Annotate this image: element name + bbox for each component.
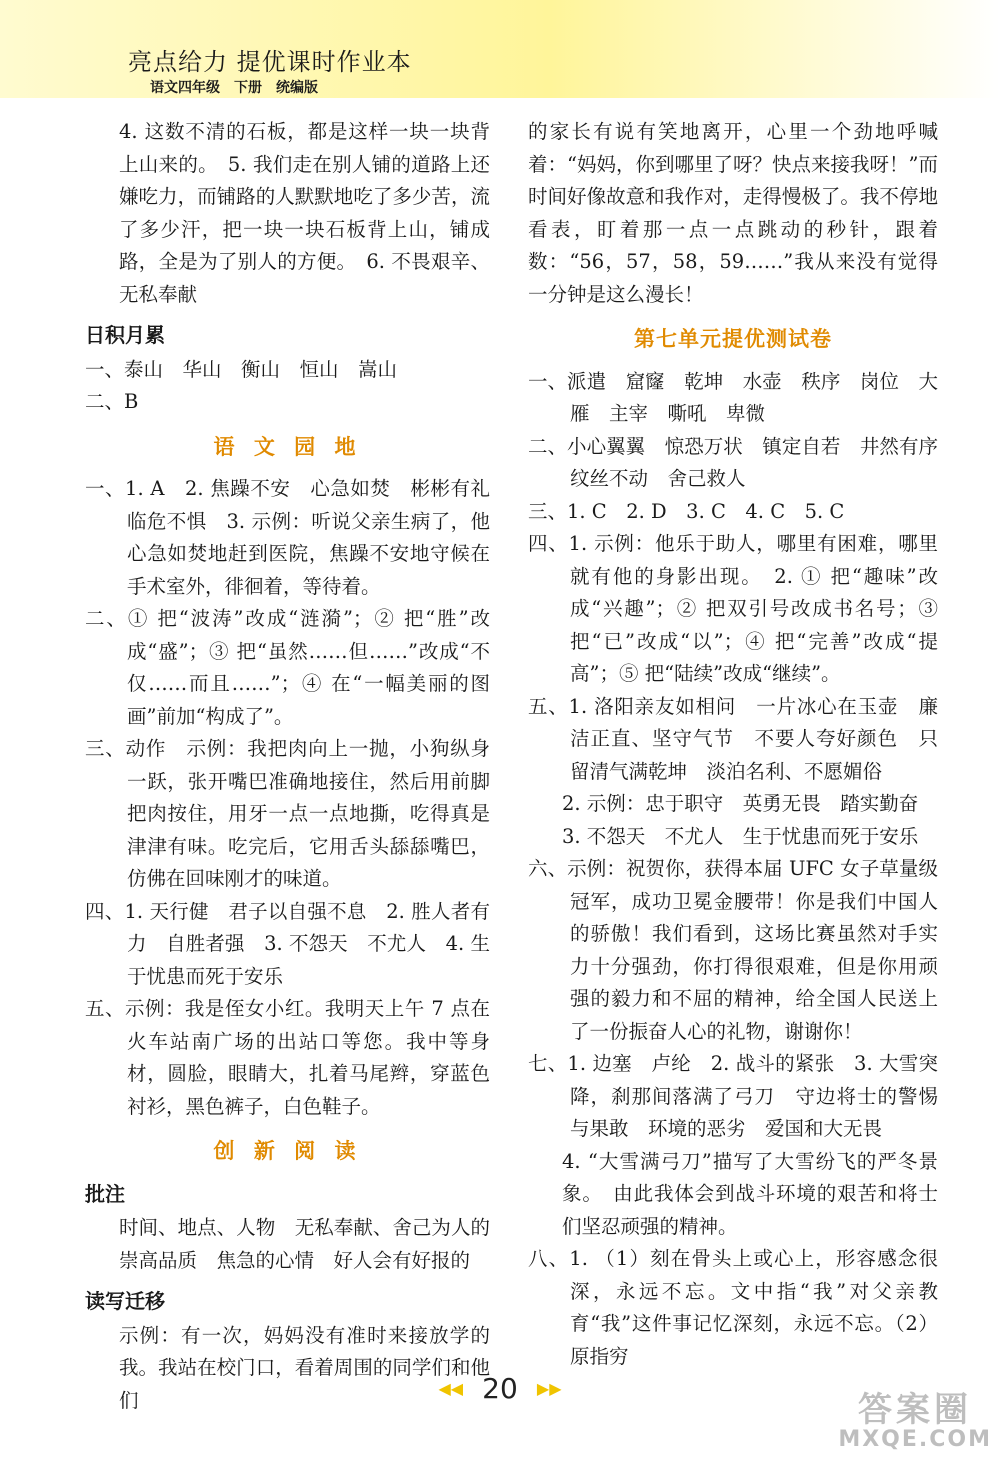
subheading-pizhu: 批注 [85, 1181, 125, 1206]
left-arrows-icon: ◀◀ [438, 1379, 464, 1398]
answer-item: 三、1. C 2. D 3. C 4. C 5. C [528, 499, 845, 523]
answer-item: 一、派遣 窟窿 乾坤 水壶 秩序 岗位 大雁 主宰 嘶吼 卑微 [528, 369, 938, 425]
page-number: 20 [482, 1372, 518, 1405]
answer-paragraph: 的家长有说有笑地离开，心里一个劲地呼喊着：“妈妈，你到哪里了呀？快点来接我呀！”而时间好像故意和我作对，走得慢极了。我不停地看表，盯着那一点一点跳动的秒针，跟着数：“56，57，58，59……”我从来没有觉得一分钟是这么漫长！ [528, 120, 938, 306]
answer-item: 三、动作 示例：我把肉向上一抛，小狗纵身一跃，张开嘴巴准确地接住，然后用前脚把肉按住，用牙一点一点地撕，吃得真是津津有味。吃完后，它用舌头舔舔嘴巴，仿佛在回味刚才的味道。 [85, 737, 490, 890]
section-heading-chuangxin: 创 新 阅 读 [213, 1139, 362, 1163]
watermark-url: MXQE.COM [838, 1427, 992, 1452]
right-arrows-icon: ▶▶ [536, 1379, 562, 1398]
answer-item: 一、1. A 2. 焦躁不安 心急如焚 彬彬有礼 临危不惧 3. 示例：听说父亲生病了，他心急如焚地赶到医院，焦躁不安地守候在手术室外，徘徊着，等待着。 [85, 477, 510, 598]
answer-line: 一、泰山 华山 衡山 恒山 嵩山 [85, 357, 398, 381]
answer-line: 二、B [85, 390, 139, 413]
answer-item: 二、小心翼翼 惊恐万状 镇定自若 井然有序 纹丝不动 舍己救人 [528, 434, 958, 490]
answer-item: 八、1. （1）刻在骨头上或心上，形容感念很深，永远不忘。文中指“我”对父亲教育“我”这件事记忆深刻，永远不忘。（2）原指穷 [528, 1247, 938, 1368]
answer-paragraph: 示例：有一次，妈妈没有准时来接放学的我。我站在校门口，看着周围的同学们和他们 [119, 1323, 490, 1412]
section-heading-test: 第七单元提优测试卷 [634, 327, 832, 351]
answer-item: 五、示例：我是侄女小红。我明天上午 7 点在火车站南广场的出站口等您。我中等身材，圆脸，眼睛大，扎着马尾辫，穿蓝色衬衫，黑色裤子，白色鞋子。 [85, 997, 490, 1118]
answer-item: 七、1. 边塞 卢纶 2. 战斗的紧张 3. 大雪突降，刹那间落满了弓刀 守边将士的警惕与果敢 环境的恶劣 爱国和大无畏 [528, 1052, 938, 1140]
right-column [528, 116, 958, 1373]
section-heading-rijiyuelei: 日积月累 [85, 323, 165, 347]
book-subtitle: 语文四年级 下册 统编版 [150, 80, 318, 96]
answer-item: 2. 示例：忠于职守 英勇无畏 踏实勤奋 [562, 792, 919, 815]
answer-item: 3. 不怨天 不尤人 生于忧患而死于安乐 [562, 824, 919, 848]
watermark [782, 1382, 992, 1452]
answer-item: 四、1. 天行健 君子以自强不息 2. 胜人者有力 自胜者强 3. 不怨天 不尤人 4. 生于忧患而死于安乐 [85, 899, 490, 988]
answer-item: 二、① 把“波涛”改成“涟漪”；② 把“胜”改成“盛”；③ 把“虽然……但……”改成“不仅……而且……”；④ 在“一幅美丽的图画”前加“构成了”。 [85, 607, 490, 728]
book-title: 亮点给力 提优课时作业本 [128, 48, 412, 76]
answer-item: 六、示例：祝贺你，获得本届 UFC 女子草量级冠军，成功卫冕金腰带！你是我们中国人的骄傲！我们看到，这场比赛虽然对手实力十分强劲，你打得很艰难，但是你用顽强的毅力和不屈的精神，给全国人民送上了一份振奋人心的礼物，谢谢你！ [528, 857, 938, 1043]
answer-item: 4. “大雪满弓刀”描写了大雪纷飞的严冬景象。 由此我体会到战斗环境的艰苦和将士们坚忍顽强的精神。 [562, 1149, 938, 1238]
watermark-logo: 答案圈 [858, 1390, 972, 1430]
answer-item: 五、1. 洛阳亲友如相问 一片冰心在玉壶 廉洁正直、坚守气节 不要人夸好颜色 只留清气满乾坤 淡泊名利、不愿媚俗 [528, 694, 938, 783]
answer-paragraph: 4. 这数不清的石板，都是这样一块一块背上山来的。 5. 我们走在别人铺的道路上还嫌吃力，而铺路的人默默地吃了多少苦，流了多少汗，把一块一块石板背上山，铺成路，全是为了别人的方便。 6. 不畏艰辛、无私奉献 [119, 120, 490, 306]
answer-item: 四、1. 示例：他乐于助人，哪里有困难，哪里就有他的身影出现。 2. ① 把“趣味”改成“兴趣”；② 把双引号改成书名号；③ 把“已”改成“以”；④ 把“完善”改成“提高”；⑤ 把“陆续”改成“继续”。 [528, 532, 938, 685]
subheading-duxie: 读写迁移 [85, 1289, 165, 1313]
answer-paragraph: 时间、地点、人物 无私奉献、舍己为人的崇高品质 焦急的心情 好人会有好报的 [119, 1216, 490, 1272]
section-heading-yuwenyuandi: 语 文 园 地 [213, 434, 362, 459]
